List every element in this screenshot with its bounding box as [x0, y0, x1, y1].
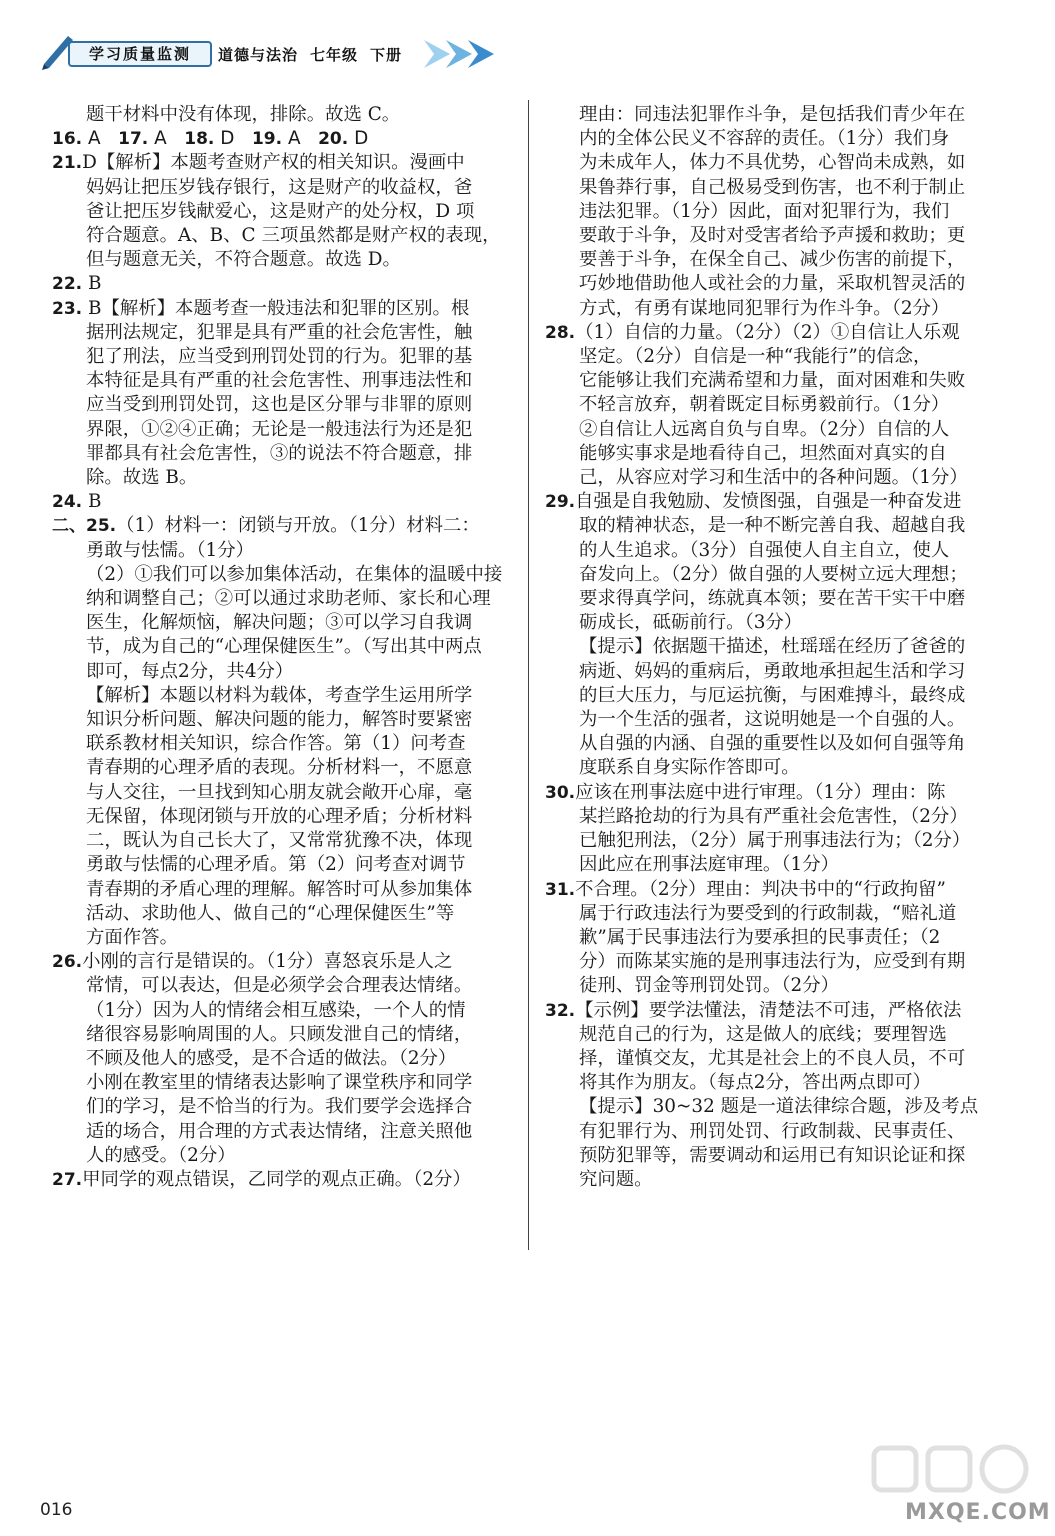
q25-line: 活动、求助他人、做自己的“心理保健医生”等 — [86, 902, 455, 924]
q32-block — [545, 999, 1007, 1193]
q29-line: 病逝、妈妈的重病后，勇敢地承担起生活和学习 — [579, 660, 966, 682]
q27-line: 果鲁莽行事，自己极易受到伤害，也不利于制止 — [579, 176, 966, 198]
q28-line: 它能够让我们充满希望和力量，面对困难和失败 — [579, 370, 966, 392]
q26-num: 26. — [52, 952, 83, 973]
q28-line: ②自信让人远离自负与自卑。（2分）自信的人 — [579, 418, 950, 440]
q23-num: 23. — [52, 298, 83, 319]
q21-block — [52, 151, 514, 272]
q30-line: 某拦路抢劫的行为具有严重社会危害性，（2分） — [579, 805, 968, 827]
q32-line: 规范自己的行为，这是做人的底线；要理智选 — [579, 1023, 947, 1045]
q25-line: 节，成为自己的“心理保健医生”。（写出其中两点 — [86, 636, 482, 658]
q25-num: 25. — [86, 516, 117, 537]
q20-num: 20. — [318, 129, 349, 150]
q28-line: 能够实事求是地看待自己，坦然面对真实的自 — [579, 442, 947, 464]
q29-line: 的人生追求。（3分）自强使人自主自立，使人 — [579, 539, 950, 561]
q29-line: 取的精神状态，是一种不断完善自我、超越自我 — [579, 515, 966, 537]
q31-line: 分）而陈某实施的是刑事违法行为，应受到有期 — [579, 951, 966, 973]
q21-line: 但与题意无关，不符合题意。故选 D。 — [86, 249, 401, 271]
q30-block — [545, 781, 1007, 878]
header-subtitle — [218, 43, 402, 65]
q29-line: 砺成长，砥砺前行。（3分） — [579, 612, 803, 634]
q24-answer: B — [87, 491, 102, 513]
q21-num: 21. — [52, 153, 83, 174]
watermark-text: MXQE.COM — [905, 1500, 1051, 1525]
q28-block — [545, 321, 1007, 490]
column-divider — [528, 100, 529, 1250]
q31-line: 不合理。（2分）理由：判决书中的“行政拘留” — [575, 878, 946, 900]
q16-answer: A — [87, 128, 101, 150]
q30-num: 30. — [545, 782, 576, 803]
q23-line: 界限，①②④正确；无论是一般违法行为还是犯 — [86, 418, 473, 440]
q24-num: 24. — [52, 492, 83, 513]
q26-line: 常情，可以表达，但是必须学会合理表达情绪。 — [86, 975, 473, 997]
q27-block — [52, 1168, 514, 1192]
q19-num: 19. — [251, 129, 283, 150]
q31-block — [545, 878, 1007, 999]
q26-line: 小刚的言行是错误的。（1分）喜怒哀乐是人之 — [82, 951, 453, 973]
q25-line: 青春期的心理矛盾的表现。分析材料一，不愿意 — [86, 757, 473, 779]
q30-line: 应该在刑事法庭中进行审理。（1分）理由：陈 — [575, 781, 946, 803]
chevron-arrows-icon — [420, 36, 500, 72]
q32-line: 择，谨慎交友，尤其是社会上的不良人员，不可 — [579, 1047, 966, 1069]
q21-line: 符合题意。A、B、C 三项虽然都是财产权的表现， — [86, 225, 501, 247]
q21-line: D【解析】本题考查财产权的相关知识。漫画中 — [82, 152, 465, 174]
q32-line: 将其作为朋友。（每点2分，答出两点即可） — [579, 1072, 931, 1094]
q29-block — [545, 490, 1007, 780]
q25-line: 方面作答。 — [86, 926, 178, 948]
q26-block — [52, 950, 514, 1168]
q32-line: 【示例】要学法懂法，清楚法不可违，严格依法 — [575, 999, 962, 1021]
q18-answer: D — [220, 128, 235, 150]
q25-line: 医生，化解烦恼，解决问题；③可以学习自我调 — [86, 612, 473, 634]
q31-num: 31. — [545, 879, 576, 900]
q29-line: 奋发向上。（2分）做自强的人要树立远大理想； — [579, 563, 968, 585]
q25-line: 【解析】本题以材料为载体，考查学生运用所学 — [86, 684, 473, 706]
q23-line: 应当受到刑罚处罚，这也是区分罪与非罪的原则 — [86, 394, 473, 416]
q25-line: 联系教材相关知识，综合作答。第（1）问考查 — [86, 733, 466, 755]
q28-line: （1）自信的力量。（2分）（2）①自信让人乐观 — [575, 321, 960, 343]
q25-line: 勇敢与怯懦。（1分） — [86, 539, 255, 561]
header-subject: 道德与法治 — [218, 45, 299, 64]
q23-line: 除。故选 B。 — [86, 467, 198, 489]
q25-line: 与人交往，一旦找到知心朋友就会敞开心扉，毫 — [86, 781, 473, 803]
q25-line: 二，既认为自己长大了，又常常犹豫不决，体现 — [86, 830, 473, 852]
q25-line: 纳和调整自己；②可以通过求助老师、家长和心理 — [86, 588, 491, 610]
q25-line: 勇敢与怯懦的心理矛盾。第（2）问考查对调节 — [86, 854, 466, 876]
q26-line: 适的场合，用合理的方式表达情绪，注意关照他 — [86, 1120, 473, 1142]
q16-num: 16. — [52, 129, 83, 150]
q29-line: 要求得真学问，练就真本领；要在苦干实干中磨 — [579, 588, 966, 610]
q27-line: 内的全体公民义不容辞的责任。（1分）我们身 — [579, 128, 950, 150]
q22-answer: B — [87, 273, 102, 295]
q28-line: 坚定。（2分）自信是一种“我能行”的信念， — [579, 346, 932, 368]
q26-line: 们的学习，是不恰当的行为。我们要学会选择合 — [86, 1096, 473, 1118]
q23-block — [52, 297, 514, 491]
q29-line: 的巨大压力，与厄运抗衡，与困难搏斗，最终成 — [579, 684, 966, 706]
q26-line: （1分）因为人的情绪会相互感染，一个人的情 — [86, 999, 466, 1021]
q17-num: 17. — [118, 129, 149, 150]
q26-line: 小刚在教室里的情绪表达影响了课堂秩序和同学 — [86, 1072, 473, 1094]
left-column — [52, 103, 514, 1192]
q28-line: 己，从容应对学习和生活中的各种问题。（1分） — [579, 467, 968, 489]
header-grade: 七年级 — [310, 45, 359, 64]
q26-line: 人的感受。（2分） — [86, 1144, 236, 1166]
q27-line: 甲同学的观点错误，乙同学的观点正确。（2分） — [82, 1168, 471, 1190]
q23-line: 据刑法规定，犯罪是具有严重的社会危害性，触 — [86, 321, 473, 343]
q31-line: 徒刑、罚金等刑罚处罚。（2分） — [579, 975, 839, 997]
q27-line: 为未成年人，体力不具优势，心智尚未成熟，如 — [579, 152, 966, 174]
q22-num: 22. — [52, 274, 83, 295]
header-volume: 下册 — [370, 45, 403, 64]
q25-block — [52, 514, 514, 950]
q25-line: 青春期的矛盾心理的理解。解答时可从参加集体 — [86, 878, 473, 900]
q25-line: （1）材料一：闭锁与开放。（1分）材料二： — [116, 515, 480, 537]
q25-line: 无保留，体现闭锁与开放的心理矛盾；分析材料 — [86, 805, 473, 827]
q20-answer: D — [354, 128, 369, 150]
q32-line: 有犯罪行为、刑罚处罚、行政制裁、民事责任、 — [579, 1120, 966, 1142]
q25-line: （2）①我们可以参加集体活动，在集体的温暖中接 — [86, 563, 503, 585]
right-column — [545, 103, 1007, 1192]
q23-line: B【解析】本题考查一般违法和犯罪的区别。根 — [87, 297, 470, 319]
q28-line: 不轻言放弃，朝着既定目标勇毅前行。（1分） — [579, 394, 950, 416]
q23-line: 犯了刑法，应当受到刑罚处罚的行为。犯罪的基 — [86, 346, 473, 368]
q30-line: 已触犯刑法，（2分）属于刑事违法行为；（2分） — [579, 830, 971, 852]
q27-line: 要善于斗争，在保全自己、减少伤害的前提下， — [579, 249, 966, 271]
header-badge: 学习质量监测 — [68, 41, 212, 67]
q29-line: 为一个生活的强者，这说明她是一个自强的人。 — [579, 709, 966, 731]
q30-line: 因此应在刑事法庭审理。（1分） — [579, 854, 839, 876]
q27-line: 方式，有勇有谋地同犯罪行为作斗争。（2分） — [579, 297, 950, 319]
section-two-label: 二、 — [52, 516, 86, 537]
q17-answer: A — [154, 128, 167, 150]
q28-num: 28. — [545, 322, 576, 343]
q25-line: 即可，每点2分，共4分） — [86, 660, 294, 682]
q27-line: 巧妙地借助他人或社会的力量，采取机智灵活的 — [579, 273, 966, 295]
q32-line: 究问题。 — [579, 1168, 653, 1190]
q15-tail: 题干材料中没有体现，排除。故选 C。 — [86, 104, 401, 125]
q31-line: 歉”属于民事违法行为要承担的民事责任；（2 — [579, 926, 941, 948]
q18-num: 18. — [184, 129, 215, 150]
answers-row — [52, 127, 514, 151]
q23-line: 罪都具有社会危害性，③的说法不符合题意，排 — [86, 442, 473, 464]
q19-answer: A — [287, 128, 301, 150]
q21-line: 妈妈让把压岁钱存银行，这是财产的收益权，爸 — [86, 176, 473, 198]
q27-num: 27. — [52, 1169, 83, 1190]
q21-line: 爸让把压岁钱献爱心，这是财产的处分权，D 项 — [86, 200, 475, 222]
q29-line: 从自强的内涵、自强的重要性以及如何自强等角 — [579, 733, 966, 755]
q32-line: 预防犯罪等，需要调动和运用已有知识论证和探 — [579, 1144, 966, 1166]
q29-num: 29. — [545, 492, 576, 513]
q27-continued — [545, 103, 1007, 321]
q31-line: 属于行政违法行为要受到的行政制裁，“赔礼道 — [579, 902, 957, 924]
q23-line: 本特征是具有严重的社会危害性、刑事违法性和 — [86, 370, 473, 392]
q26-line: 不顾及他人的感受，是不合适的做法。（2分） — [86, 1047, 457, 1069]
q32-line: 【提示】30~32 题是一道法律综合题，涉及考点 — [579, 1096, 979, 1118]
q27-line: 理由：同违法犯罪作斗争，是包括我们青少年在 — [579, 104, 966, 125]
q27-line: 违法犯罪。（1分）因此，面对犯罪行为，我们 — [579, 200, 950, 222]
q29-line: 自强是自我勉励、发愤图强，自强是一种奋发进 — [575, 491, 962, 513]
q27-line: 要敢于斗争，及时对受害者给予声援和救助；更 — [579, 225, 966, 247]
q25-line: 知识分析问题、解决问题的能力，解答时要紧密 — [86, 709, 473, 731]
q26-line: 绪很容易影响周围的人。只顾发泄自己的情绪， — [86, 1023, 473, 1045]
q29-line: 度联系自身实际作答即可。 — [579, 757, 800, 779]
page-number: 016 — [40, 1500, 73, 1520]
q29-line: 【提示】依据题干描述，杜瑶瑶在经历了爸爸的 — [579, 636, 966, 658]
q32-num: 32. — [545, 1000, 576, 1021]
